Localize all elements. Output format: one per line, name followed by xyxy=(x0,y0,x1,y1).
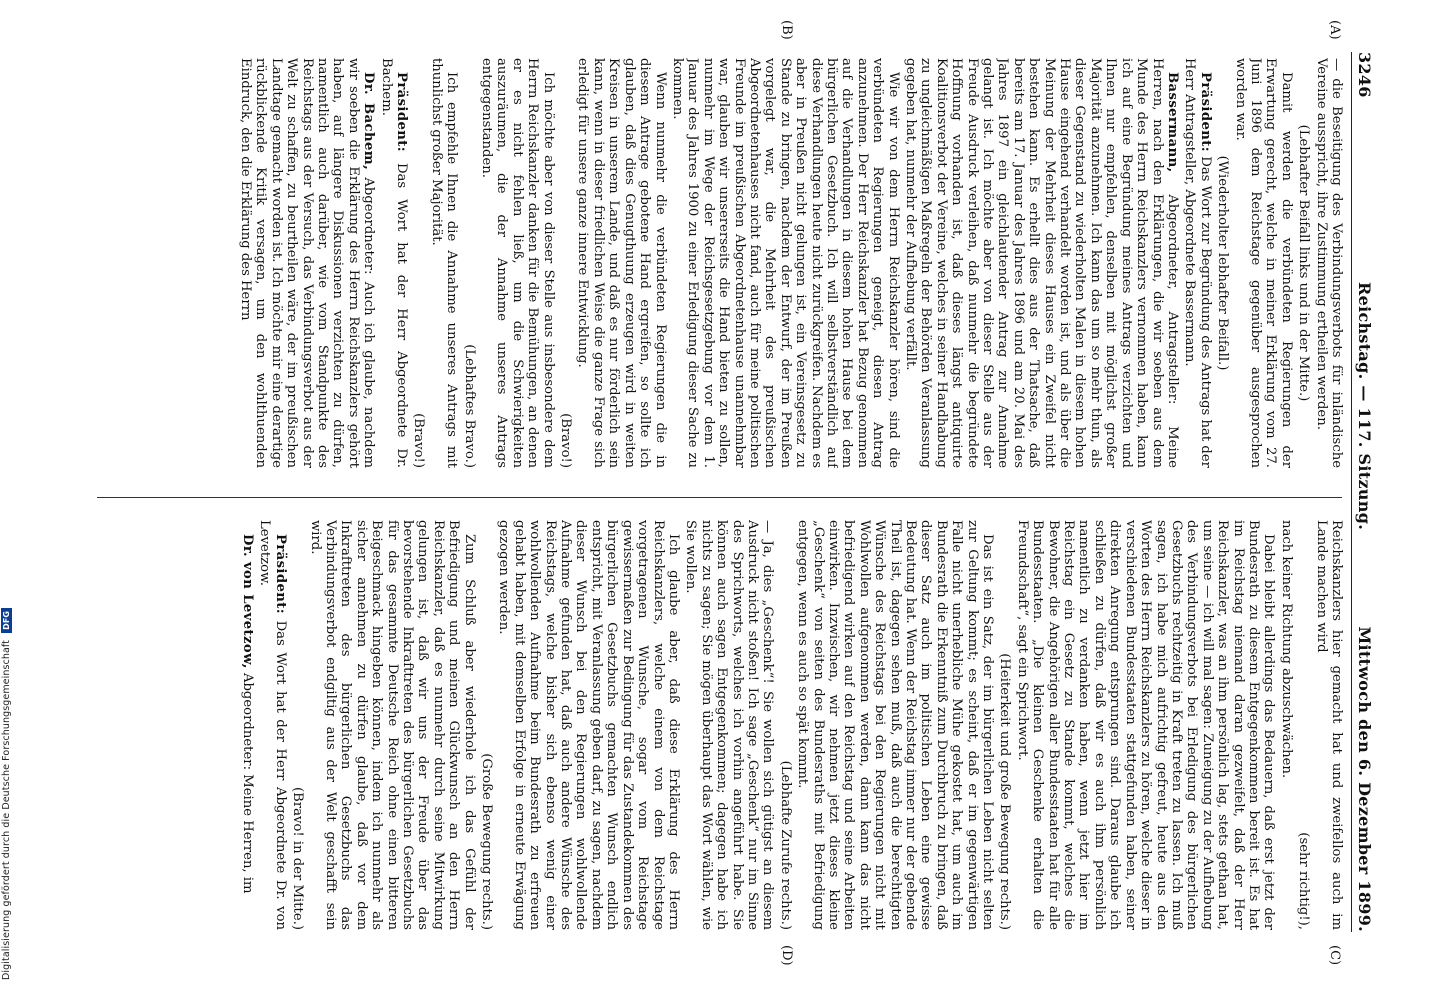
left-column xyxy=(94,58,1344,468)
paragraph-text: Wenn nunmehr die verbündeten Regierungen die in diesem Antrage gebotene Hand ergreifen, so sollte ich glauben, daß dies Genugthuung erzeugen wird in weiten Kreisen in unserem Lande, und daß es nur förderlich sein kann, wenn in dieser friedlichen Weise die ganze Frage sich erledigt für unsere ganze innere Entwicklung. xyxy=(575,58,668,468)
paragraph-text: Ich empfehle Ihnen die Annahme unseres Antrags mit thunlichst großer Majorität. xyxy=(428,58,460,468)
paragraph xyxy=(1014,520,1276,930)
paragraph-text: Das Wort hat der Herr Abgeordnete Dr. von Levetzow. xyxy=(257,520,288,930)
paragraph xyxy=(1232,58,1294,468)
paragraph-text: Wie wir von dem Herrn Reichskanzler hören, sind die verbündeten Regierungen geneigt, diesen Antrag anzunehmen. Der Herr Reichskanzler hat Bezug genommen auf die Verhandlungen in diesem hohen Hause bei dem bürgerlichen Gesetzbuch. Ich will selbstverständlich auf diese Verhandlungen heute nicht zurückgreifen. Nachdem es aber in Preußen nicht gelungen ist, ein Vereinsgesetz zu Stande zu bringen, nachdem der Entwurf, der im Preußen vorgelegt war, die Mehrheit des preußischen Abgeordnetenhauses nicht fand, auch für meine politischen Freunde im preußischen Abgeordnetenhause unannehmbar war, glauben wir unsererseits die Hand bieten zu sollen, nunmehr im Wege der Reichsgesetzgebung vor dem 1. Januar des Jahres 1900 zu einer Erledigung dieser Sache zu kommen. xyxy=(669,58,901,468)
paragraph-text: Ich glaube aber, daß diese Erklärung des Herrn Reichskanzlers, welche einem von dem Reichstage vorgetragenen Wunsche, sogar vom Reichstage gewissermaßen zur Bedingung für das Zustandekommen des bürgerlichen Gesetzbuchs gemachten Wunsch endlich entspricht, mit Veranlassung geben darf, zu sagen, nachdem dieser Wunsch bei den Regierungen wohlwollende Aufnahme gefunden hat, daß auch andere Wünsche des Reichstags, welche bisher sich ebenso wenig einer wohlwollenden Aufnahme beim Bundesrath zu erfreuen gehabt haben, mit demselben Erfolge in erneute Erwägung gezogen werden. xyxy=(496,520,681,930)
page-header xyxy=(1351,52,1374,932)
paragraph-text: — die Beseitigung des Verbindungsverbots für inländische Vereine ausspricht, ihre Zustimmung ertheilen werden. xyxy=(1313,58,1344,468)
paragraph-text: Abgeordneter: Meine Herren, im xyxy=(239,672,255,894)
paragraph xyxy=(575,58,667,468)
paragraph-text: Das ist ein Satz, der im bürgerlichen Leben nicht selten zur Geltung kommt; es scheint, daß er im gegenwärtigen Falle nicht unerhebliche Mühe gekostet hat, um auch im Bundesrath die Erkenntniß zum Durchbruch zu bringen, daß dieser Satz auch im politischen Leben eine gewisse Bedeutung hat. Wenn der Reichstag immer nur der gebende Theil ist, dagegen sehen muß, daß auch die berechtigten Wünsche des Reichstags bei den Regierungen nicht mit Wohlwollen aufgenommen werden, dann kann das nicht befriedigend wirken auf den Reichstag und seine Arbeiten einwirken. Inzwischen, wir nehmen jetzt dieses kleine „Geschenk“ von seiten des Bundesraths mit Befriedigung entgegen, wenn es auch so spät kommt. xyxy=(795,520,996,930)
header-date: Mittwoch den 6. Dezember 1899. xyxy=(1355,626,1374,932)
paragraph-text: Ich möchte aber von dieser Stelle aus insbesondere dem Herrn Reichskanzler danken für die Bemühungen, an denen er es nicht fehlen ließ, um die Schwierigkeiten auszuräumen, die der Annahme unseres Antrags entgegenstanden. xyxy=(479,58,556,468)
paragraph-text: Damit werden die verbündeten Regierungen der Erwartung gerecht, welche in meiner Erklärung vom 27. Juni 1896 dem Reichstage gegenüber ausgesprochen worden war. xyxy=(1232,58,1294,468)
interjection xyxy=(1215,58,1230,468)
interjection xyxy=(479,520,494,930)
page-number: 3246 xyxy=(1355,52,1374,98)
paragraph xyxy=(240,520,255,930)
paragraph-text: Reichskanzlers hier gemacht hat und zweifellos auch im Lande machen wird xyxy=(1313,520,1344,930)
paragraph xyxy=(795,520,995,930)
paragraph xyxy=(257,520,288,930)
paragraph-text: Zum Schluß aber wiederhole ich das Gefühl der Befriedigung und meinen Glückwunsch an den Herrn Reichskanzler, daß es nunmehr durch seine Mitwirkung gelungen ist, daß wir uns der Freude über das bevorstehende Inkrafttreten des bürgerlichen Gesetzbuchs für das gesammte Deutsche Reich ohne einen bitteren Beigeschmack hingeben können, indem ich nunmehr als sicher annehmen zu dürfen glaube, daß vor dem Inkrafttreten des bürgerlichen Gesetzbuchs das Verbindungsverbot endgiltig aus der Welt geschafft sein wird. xyxy=(307,520,477,930)
paragraph-text: — Ja, dies „Geschenk“! Sie wollen sich gütigst an diesem Ausdruck nicht stoßen! Ich sage „Geschenk“ nur im Sinne des Sprichworts, welches ich vorhin angeführt habe. Sie können auch sagen Entgegenkommen; dagegen habe ich nichts zu sagen; Sie mögen überhaupt das Wort wählen, wie Sie wollen. xyxy=(683,520,776,930)
interjection xyxy=(290,520,305,930)
paragraph xyxy=(683,520,775,930)
speaker-name: Präsident: xyxy=(272,534,288,615)
paragraph-text: Das Wort hat der Herr Abgeordnete Dr. Bachem. xyxy=(378,58,410,468)
paragraph-text: Abgeordneter, Antragsteller: Meine Herren, nach den Erklärungen, die wir soeben aus dem Munde des Herrn Reichskanzlers vernommen haben, kann ich auf eine Begründung meines Antrags verzichten und Ihnen nur empfehlen, denselben mit möglichst großer Majorität anzunehmen. Ich kann das um so mehr thun, als dieser Gegenstand zu wiederholten Malen in diesem hohen Hause eingehend verhandelt worden ist, und als über die Meinung der Mehrheit dieses Hauses ein Zweifel nicht bestehen kann. Es erhellt dies aus der Thatsache, daß bereits am 17. Januar des Jahres 1896 und am 20. Mai des Jahres 1897 ein gleichlautender Antrag zur Annahme gelangt ist. Ich möchte aber von dieser Stelle aus der Freude Ausdruck verleihen, daß nunmehr die begründete Hoffnung vorhanden ist, daß dieses längst antiquirte Koalitionsverbot der Vereine, welches in seiner Handhabung zu ungleichmäßigen Maßregeln der Behörden Veranlassung gegeben hat, nunmehr der Aufhebung verfällt. xyxy=(903,58,1180,468)
paragraph-text: (Lebhafter Beifall links und in der Mitte.) xyxy=(1296,124,1312,402)
interjection xyxy=(777,520,792,930)
paragraph-text: (sehr richtig!), xyxy=(1296,832,1312,930)
right-column xyxy=(94,520,1344,930)
paragraph xyxy=(428,58,459,468)
margin-marker-d: (D) xyxy=(779,945,794,966)
column-divider xyxy=(97,497,1342,498)
paragraph-text: (Große Bewegung rechts.) xyxy=(479,753,495,930)
paragraph xyxy=(378,58,409,468)
interjection xyxy=(558,58,573,468)
speaker-name: Präsident: xyxy=(394,72,410,153)
paragraph-text: Dabei bleibt allerdings das Bedauern, daß erst jetzt der Bundesrath zu diesem Entgegenkommen bereit ist. Es hat im Reichstag niemand daran gezweifelt, daß der Herr Reichskanzler, was an ihm persönlich lag, stets gethan hat, um seine — ich will mal sagen: Zuneigung zu der Aufhebung des Verbindungsverbots bei Erledigung des bürgerlichen Gesetzbuchs rechtzeitig in Kraft treten zu lassen. Ich muß sagen, ich habe mich aufrichtig gefreut, heute aus den Worten des Herrn Reichskanzlers zu hören, welche dieser in verschiedenen Bundesstaaten stattgefunden haben, seiner direkten Anregung entsprungen sind. Daraus glaube ich schließen zu dürfen, daß wir es auch ihm persönlich namentlich zu verdanken haben, wenn jetzt hier im Reichstag ein Gesetz zu Stande kommt, welches die Bewohner, die Angehörigen aller Bundesstaaten hat für alle Bundesstaaten. „Die kleinen Geschenke erhalten die Freundschaft“, sagt ein Sprichwort. xyxy=(1014,520,1277,930)
interjection xyxy=(461,58,476,468)
paragraph xyxy=(1278,520,1293,930)
margin-marker-b: (B) xyxy=(779,20,794,40)
paragraph xyxy=(1313,520,1344,930)
interjection xyxy=(411,58,426,468)
paragraph-text: (Wiederholter lebhafter Beifall.) xyxy=(1215,155,1231,371)
paragraph xyxy=(479,58,556,468)
interjection xyxy=(997,520,1012,930)
paragraph-text: (Lebhafte Zurufe rechts.) xyxy=(777,760,793,930)
paragraph-text: Das Wort zur Begründung des Antrags hat der Herr Antragsteller, Abgeordnete Bassermann. xyxy=(1182,58,1213,468)
interjection xyxy=(1296,520,1311,930)
paragraph xyxy=(903,58,1180,468)
paragraph xyxy=(1182,58,1213,468)
speaker-name: Präsident: xyxy=(1197,72,1213,153)
credit-text: Digitalisierung gefördert durch die Deutsche Forschungsgemeinschaft xyxy=(1,640,12,980)
paragraph-text: (Heiterkeit und große Bewegung rechts.) xyxy=(997,653,1013,930)
paragraph-text: (Bravo! in der Mitte.) xyxy=(290,787,306,930)
paragraph-text: Abgeordneter: Auch ich glaube, nachdem wir soeben die Erklärung des Herrn Reichskanzlers gehört haben, auf längere Diskussionen verzichten zu dürfen, namentlich auch darüber, wie vom Standpunkte des Reichstags aus der Versuch, das Verbindungsverbot aus der Welt zu schaffen, zu beurtheilen wäre, der im preußischen Landtage gemacht worden ist. Ich möchte mir eine derartige rückblickende Kritik versagen, um den wohlthuenden Eindruck, den die Erklärung des Herrn xyxy=(237,58,377,468)
paragraph-text: (Bravo!) xyxy=(558,413,574,468)
speaker-name: Dr. Bachem, xyxy=(361,72,377,171)
margin-marker-a: (A) xyxy=(1327,20,1342,40)
paragraph-text: (Bravo!) xyxy=(411,413,427,468)
dfg-logo: DFG xyxy=(1,608,12,633)
header-title: Reichstag. — 117. Sitzung. xyxy=(1355,282,1374,531)
paragraph xyxy=(238,58,377,468)
digitization-credit xyxy=(1,0,17,980)
paragraph-text: (Lebhaftes Bravo.) xyxy=(461,344,477,468)
margin-marker-c: (C) xyxy=(1327,945,1342,966)
paragraph xyxy=(1313,58,1344,468)
paragraph xyxy=(307,520,476,930)
paragraph xyxy=(670,58,901,468)
speaker-name: Dr. von Levetzow, xyxy=(239,534,255,669)
paragraph-text: nach keiner Richtung abzuschwächen. xyxy=(1278,520,1294,779)
interjection xyxy=(1296,58,1311,468)
speaker-name: Bassermann, xyxy=(1164,72,1180,173)
paragraph xyxy=(496,520,681,930)
